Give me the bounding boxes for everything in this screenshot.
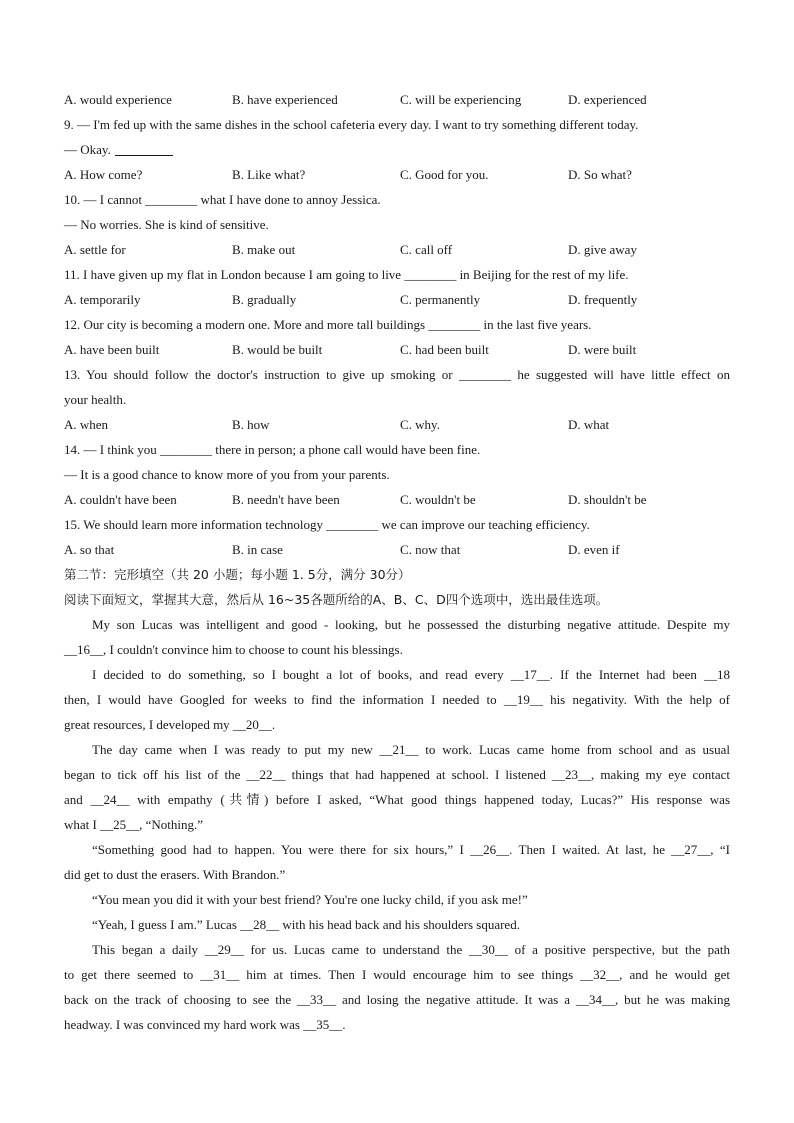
option-c: C. why. xyxy=(400,417,440,432)
option-b: B. would be built xyxy=(232,342,323,357)
question-11-options xyxy=(64,287,730,312)
option-d: D. So what? xyxy=(568,167,632,182)
passage-line: “Something good had to happen. You were there for six hours,” I __26__. Then I waited. At last, he __27__, “I xyxy=(92,842,730,857)
question-15-options xyxy=(64,537,730,562)
option-a: A. have been built xyxy=(64,342,160,357)
passage-line: and __24__ with empathy (共情) before I asked, “What good things happened today, Lucas?” His response was xyxy=(64,792,730,807)
question-10-stem: 10. — I cannot ________ what I have done to annoy Jessica. xyxy=(64,192,381,207)
question-13-options xyxy=(64,412,730,437)
option-c: C. now that xyxy=(400,542,461,557)
passage-line: then, I would have Googled for weeks to find the information I needed to __19__ his negativity. With the help of xyxy=(64,692,730,707)
passage-line: began to tick off his list of the __22__ things that had happened at school. I listened __23__, making my eye contact xyxy=(64,767,730,782)
passage-line: great resources, I developed my __20__. xyxy=(64,717,276,732)
passage-line: This began a daily __29__ for us. Lucas came to understand the __30__ of a positive perspective, but the path xyxy=(92,942,730,957)
option-b: B. have experienced xyxy=(232,92,338,107)
option-c: C. wouldn't be xyxy=(400,492,476,507)
question-14-stem: 14. — I think you ________ there in person; a phone call would have been fine. xyxy=(64,442,481,457)
option-c: C. will be experiencing xyxy=(400,92,522,107)
option-d: D. give away xyxy=(568,242,637,257)
question-10-options xyxy=(64,237,730,262)
option-b: B. make out xyxy=(232,242,296,257)
passage-line: back on the track of choosing to see the __33__ and losing the negative attitude. It was a __34__, but he was making xyxy=(64,992,730,1007)
option-c: C. permanently xyxy=(400,292,481,307)
question-14-options xyxy=(64,487,730,512)
option-d: D. frequently xyxy=(568,292,638,307)
passage-line: “Yeah, I guess I am.” Lucas __28__ with his head back and his shoulders squared. xyxy=(92,917,520,932)
question-15-stem: 15. We should learn more information technology ________ we can improve our teaching efficiency. xyxy=(64,517,590,532)
passage-line: headway. I was convinced my hard work was __35__. xyxy=(64,1017,346,1032)
question-9-options xyxy=(64,162,730,187)
option-a: A. settle for xyxy=(64,242,126,257)
option-a: A. so that xyxy=(64,542,115,557)
option-d: D. what xyxy=(568,417,610,432)
option-d: D. shouldn't be xyxy=(568,492,647,507)
option-c: C. call off xyxy=(400,242,453,257)
answer-blank xyxy=(115,141,173,156)
question-12-options xyxy=(64,337,730,362)
option-d: D. were built xyxy=(568,342,637,357)
passage-line: did get to dust the erasers. With Brandon.” xyxy=(64,867,286,882)
option-c: C. had been built xyxy=(400,342,489,357)
option-b: B. gradually xyxy=(232,292,297,307)
option-c: C. Good for you. xyxy=(400,167,489,182)
question-10-stem: — No worries. She is kind of sensitive. xyxy=(64,217,269,232)
exam-page xyxy=(64,87,730,1037)
option-a: A. would experience xyxy=(64,92,172,107)
option-a: A. couldn't have been xyxy=(64,492,177,507)
option-a: A. when xyxy=(64,417,109,432)
passage-line: The day came when I was ready to put my new __21__ to work. Lucas came home from school and as usual xyxy=(92,742,730,757)
question-13-stem: 13. You should follow the doctor's instruction to give up smoking or ________ he suggested will have little effect on xyxy=(64,367,730,382)
passage-line: what I __25__, “Nothing.” xyxy=(64,817,204,832)
option-b: B. in case xyxy=(232,542,283,557)
passage-line: My son Lucas was intelligent and good - looking, but he possessed the disturbing negative attitude. Despite my xyxy=(92,617,730,632)
option-b: B. how xyxy=(232,417,270,432)
option-d: D. experienced xyxy=(568,92,647,107)
option-b: B. needn't have been xyxy=(232,492,340,507)
option-a: A. temporarily xyxy=(64,292,141,307)
section-title: 第二节：完形填空（共 20 小题；每小题 1. 5分，满分 30分） xyxy=(64,567,411,582)
option-d: D. even if xyxy=(568,542,620,557)
question-11-stem: 11. I have given up my flat in London because I am going to live ________ in Beijing for the rest of my life. xyxy=(64,267,629,282)
q8-options xyxy=(64,87,730,112)
passage-line: I decided to do something, so I bought a lot of books, and read every __17__. If the Internet had been __18 xyxy=(92,667,730,682)
question-13-stem: your health. xyxy=(64,392,127,407)
option-a: A. How come? xyxy=(64,167,143,182)
option-b: B. Like what? xyxy=(232,167,306,182)
passage-line: “You mean you did it with your best friend? You're one lucky child, if you ask me!” xyxy=(92,892,528,907)
question-12-stem: 12. Our city is becoming a modern one. More and more tall buildings ________ in the last five years. xyxy=(64,317,592,332)
passage-line: __16__, I couldn't convince him to choose to count his blessings. xyxy=(64,642,403,657)
passage-line: to get there seemed to __31__ him at times. Then I would encourage him to see things __32__, and he would get xyxy=(64,967,730,982)
question-9-stem: — Okay. xyxy=(64,137,730,162)
section-instruction: 阅读下面短文，掌握其大意，然后从 16~35各题所给的A、B、C、D四个选项中，选出最佳选项。 xyxy=(64,592,609,607)
question-14-stem: — It is a good chance to know more of you from your parents. xyxy=(64,467,390,482)
question-9-stem: 9. — I'm fed up with the same dishes in the school cafeteria every day. I want to try something different today. xyxy=(64,117,639,132)
